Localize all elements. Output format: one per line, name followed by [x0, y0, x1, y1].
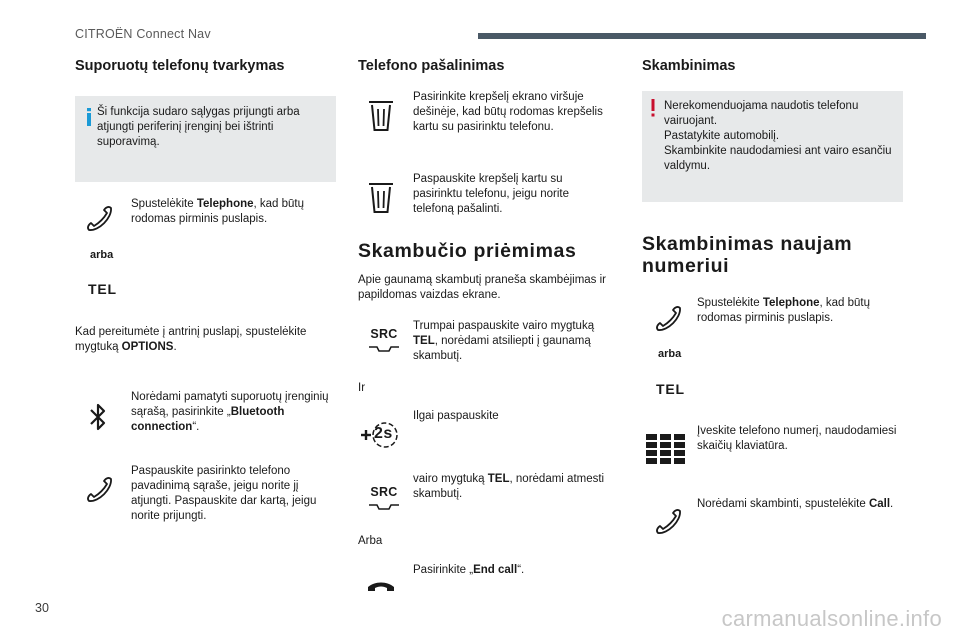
tel-button-label: TEL: [656, 381, 685, 397]
keypad-text: Įveskite telefono numerį, naudodamiesi skaičių klaviatūra.: [697, 425, 897, 452]
phone-icon: [655, 508, 683, 536]
hang-up-icon: [366, 581, 396, 593]
trash-select-text: Pasirinkite krepšelį ekrano viršuje dešinėje, kad būtų rodomas krepšelis kartu su pasirinktu telefonu.: [413, 91, 603, 133]
or-label: arba: [658, 348, 682, 360]
info-note-text: Ši funkcija sudaro sąlygas prijungti arba atjungti periferinį įrenginį bei ištrinti suporavimą.: [97, 106, 300, 148]
section-heading-receiving-call: Skambučio priėmimas: [358, 240, 577, 262]
and-label: Ir: [358, 382, 366, 394]
or-label: arba: [90, 249, 114, 261]
tel-button-label: TEL: [88, 281, 117, 297]
short-press-text: Trumpai paspauskite vairo mygtuką TEL, norėdami atsiliepti į gaunamą skambutį.: [413, 320, 595, 362]
section-heading-delete-phone: Telefono pašalinimas: [358, 58, 505, 74]
header-bar: [478, 33, 926, 39]
trash-icon: [368, 100, 394, 132]
two-seconds-label: 2s: [374, 425, 393, 442]
page-number: 30: [35, 601, 49, 615]
bluetooth-icon: [88, 401, 108, 433]
select-phone-text: Paspauskite pasirinkto telefono pavadinimą sąraše, jeigu norite jį atjungti. Paspauskite dar kartą, jeigu norite prijungti.: [131, 465, 317, 522]
reject-call-text: vairo mygtuką TEL, norėdami atmesti skambutį.: [413, 473, 605, 500]
end-call-text: Pasirinkite „End call“.: [413, 564, 525, 576]
info-note: [75, 96, 336, 182]
options-text: Kad pereitumėte į antrinį puslapį, spustelėkite mygtuką OPTIONS.: [75, 326, 307, 353]
section-heading-new-number: Skambinimas naujam numeriui: [642, 233, 853, 277]
section-heading-calling: Skambinimas: [642, 58, 736, 74]
src-button-icon: SRC: [366, 328, 402, 359]
keypad-icon: [646, 434, 686, 464]
header-title: CITROËN Connect Nav: [75, 27, 211, 41]
warning-note-text: Nerekomenduojama naudotis telefonu vairuojant. Pastatykite automobilį. Skambinkite naudodamiesi ant vairo esančiu valdymu.: [664, 100, 892, 172]
trash-delete-text: Paspauskite krepšelį kartu su pasirinktu telefonu, jeigu norite telefoną pašalinti.: [413, 173, 569, 215]
info-icon: [86, 108, 92, 131]
long-press-2s-icon: [358, 420, 404, 450]
step-telephone-text: Spustelėkite Telephone, kad būtų rodomas pirminis puslapis.: [131, 198, 305, 225]
incoming-call-intro: Apie gaunamą skambutį praneša skambėjimas ir papildomas vaizdas ekrane.: [358, 274, 607, 301]
step-telephone-text: Spustelėkite Telephone, kad būtų rodomas pirminis puslapis.: [697, 297, 871, 324]
src-button-icon: SRC: [366, 486, 402, 517]
call-text: Norėdami skambinti, spustelėkite Call.: [697, 498, 894, 510]
warning-icon: [650, 99, 656, 122]
phone-icon: [655, 305, 683, 333]
bluetooth-connection-text: Norėdami pamatyti suporuotų įrenginių sąrašą, pasirinkite „Bluetooth connection“.: [131, 391, 329, 433]
phone-icon: [86, 205, 114, 233]
warning-note: [642, 91, 903, 202]
trash-icon: [368, 182, 394, 214]
phone-icon: [86, 476, 114, 504]
section-heading-paired-phones: Suporuotų telefonų tvarkymas: [75, 58, 285, 74]
long-press-text: Ilgai paspauskite: [413, 410, 499, 422]
watermark: carmanualsonline.info: [721, 606, 942, 631]
or-label: Arba: [358, 535, 383, 547]
